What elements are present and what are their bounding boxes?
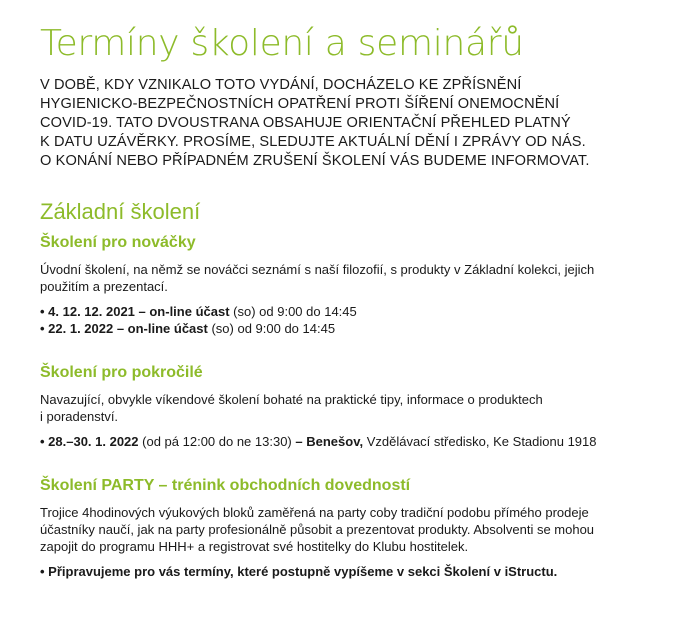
notice-line: V DOBĚ, KDY VZNIKALO TOTO VYDÁNÍ, DOCHÁZELO KE ZPŘÍSNĚNÍ	[40, 77, 522, 93]
notice-line: HYGIENICKO-BEZPEČNOSTNÍCH OPATŘENÍ PROTI ŠÍŘENÍ ONEMOCNĚNÍ	[40, 96, 560, 112]
date-detail: Vzdělávací středisko, Ke Stadionu 1918	[363, 434, 597, 449]
covid-notice	[40, 76, 660, 171]
desc-line: Úvodní školení, na němž se nováčci seznámí s naší filozofií, s produkty v Základní kolekci, jejich	[40, 262, 595, 277]
page-title: Termíny školení a seminářů	[40, 23, 524, 64]
date-main: • 28.–30. 1. 2022	[40, 434, 139, 449]
date-list-novacky	[40, 303, 660, 337]
date-main: • 22. 1. 2022 – on-line účast	[40, 321, 208, 336]
section-title-zakladni: Základní školení	[40, 199, 201, 224]
desc-line: Trojice 4hodinových výukových bloků zaměřená na party coby tradiční podobu přímého prodeje	[40, 505, 589, 520]
notice-line: O KONÁNÍ NEBO PŘÍPADNÉM ZRUŠENÍ ŠKOLENÍ VÁS BUDEME INFORMOVAT.	[40, 153, 590, 169]
date-detail: (so) od 9:00 do 14:45	[207, 321, 336, 336]
page	[40, 22, 660, 580]
desc-line: i poradenství.	[40, 409, 119, 424]
desc-line: zapojit do programu HHH+ a registrovat své hostitelky do Klubu hostitelek.	[40, 539, 469, 554]
block-title-party: Školení PARTY – trénink obchodních dovedností	[40, 477, 411, 494]
date-detail: (so) od 9:00 do 14:45	[229, 304, 357, 319]
desc-line: účastníky naučí, jak na party profesionálně působit a prezentovat produkty. Absolventi se mohou	[40, 522, 595, 537]
block-desc-party	[40, 504, 660, 555]
block-desc-novacky	[40, 261, 660, 295]
date-item	[40, 433, 660, 450]
desc-line: Navazující, obvykle víkendové školení bohaté na praktické tipy, informace o produktech	[40, 392, 543, 407]
block-title-novacky: Školení pro nováčky	[40, 234, 196, 251]
notice-line: K DATU UZÁVĚRKY. PROSÍME, SLEDUJTE AKTUÁLNÍ DĚNÍ I ZPRÁVY OD NÁS.	[40, 134, 586, 150]
date-place: – Benešov,	[295, 434, 364, 449]
date-main: • 4. 12. 12. 2021 – on-line účast	[40, 304, 230, 319]
desc-line: použitím a prezentací.	[40, 279, 168, 294]
date-item	[40, 303, 660, 320]
date-item	[40, 320, 660, 337]
date-time: (od pá 12:00 do ne 13:30)	[138, 434, 296, 449]
block-desc-pokrocile	[40, 391, 660, 425]
date-list-pokrocile	[40, 433, 660, 450]
party-note: • Připravujeme pro vás termíny, které postupně vypíšeme v sekci Školení v iStructu.	[40, 564, 558, 579]
notice-line: COVID-19. TATO DVOUSTRANA OBSAHUJE ORIENTAČNÍ PŘEHLED PLATNÝ	[40, 115, 571, 131]
block-title-pokrocile: Školení pro pokročilé	[40, 364, 203, 381]
